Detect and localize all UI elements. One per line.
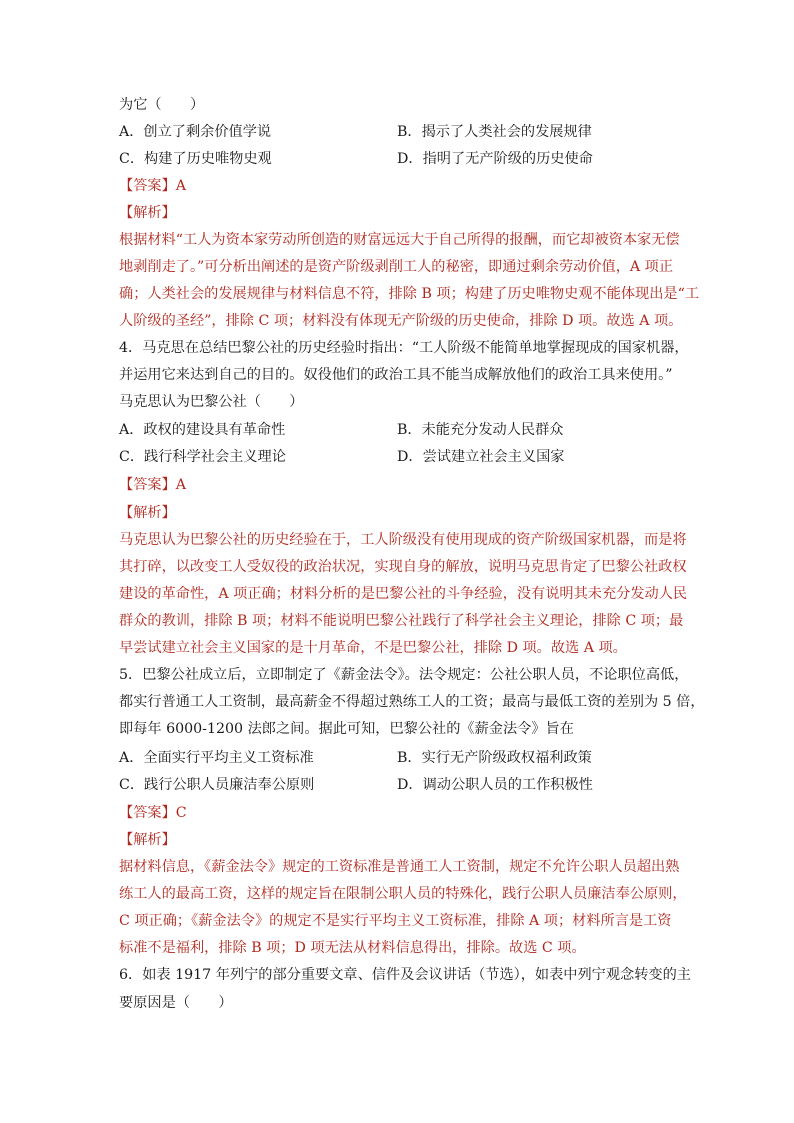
q5-option-c: C．践行公职人员廉洁奉公原则 — [119, 777, 315, 793]
q3-option-b: B．揭示了人类社会的发展规律 — [397, 124, 592, 140]
q5-stem-line: 即每年 6000-1200 法郎之间。据此可知，巴黎公社的《薪金法令》旨在 — [119, 721, 574, 737]
q4-stem-line: 马克思认为巴黎公社（ ） — [119, 394, 304, 410]
q3-option-d: D．指明了无产阶级的历史使命 — [397, 151, 593, 167]
q5-analysis-label: 【解析】 — [119, 832, 176, 848]
q3-stem-tail: 为它（ ） — [119, 97, 205, 113]
q4-option-c: C．践行科学社会主义理论 — [119, 449, 286, 465]
q5-option-a: A．全面实行平均主义工资标准 — [119, 750, 314, 766]
q6-stem-line: 6．如表 1917 年列宁的部分重要文章、信件及会议讲话（节选），如表中列宁观念转变的主 — [119, 967, 691, 983]
q4-analysis-line: 群众的教训，排除 B 项；材料不能说明巴黎公社践行了科学社会主义理论，排除 C 项；最 — [119, 613, 684, 629]
q3-answer: 【答案】A — [119, 178, 186, 194]
q3-analysis-line: 确；人类社会的发展规律与材料信息不符，排除 B 项；构建了历史唯物史观不能体现出是“工 — [119, 286, 700, 302]
q5-answer: 【答案】C — [119, 805, 187, 821]
q4-stem-line: 4．马克思在总结巴黎公社的历史经验时指出：“工人阶级不能简单地掌握现成的国家机器， — [119, 340, 689, 356]
q4-analysis-label: 【解析】 — [119, 505, 176, 521]
q5-option-d: D．调动公职人员的工作积极性 — [397, 777, 593, 793]
q3-option-a: A．创立了剩余价值学说 — [119, 124, 272, 140]
q3-option-c: C．构建了历史唯物史观 — [119, 151, 272, 167]
q5-stem-line: 都实行普通工人工资制，最高薪金不得超过熟练工人的工资；最高与最低工资的差别为 5 倍， — [119, 694, 705, 710]
q5-analysis-line: C 项正确；《薪金法令》的规定不是实行平均主义工资标准，排除 A 项；材料所言是工资 — [119, 913, 672, 929]
q4-stem-line: 并运用它来达到自己的目的。奴役他们的政治工具不能当成解放他们的政治工具来使用。” — [119, 367, 673, 383]
q4-analysis-line: 其打碎，以改变工人受奴役的政治状况，实现自身的解放，说明马克思肯定了巴黎公社政权 — [119, 559, 687, 575]
q5-stem-line: 5．巴黎公社成立后，立即制定了《薪金法令》。法令规定：公社公职人员，不论职位高低， — [119, 667, 689, 683]
q5-analysis-line: 标准不是福利，排除 B 项；D 项无法从材料信息得出，排除。故选 C 项。 — [119, 940, 586, 956]
q4-analysis-line: 早尝试建立社会主义国家的是十月革命，不是巴黎公社，排除 D 项。故选 A 项。 — [119, 640, 627, 656]
q3-analysis-line: 根据材料“工人为资本家劳动所创造的财富远远大于自己所得的报酬，而它却被资本家无偿 — [119, 232, 680, 248]
q4-answer: 【答案】A — [119, 477, 186, 493]
q5-analysis-line: 据材料信息，《薪金法令》规定的工资标准是普通工人工资制，规定不允许公职人员超出熟 — [119, 859, 680, 875]
q4-analysis-line: 马克思认为巴黎公社的历史经验在于，工人阶级没有使用现成的资产阶级国家机器，而是将 — [119, 532, 687, 548]
q4-analysis-line: 建设的革命性，A 项正确；材料分析的是巴黎公社的斗争经验，没有说明其未充分发动人民 — [119, 586, 688, 602]
q4-option-a: A．政权的建设具有革命性 — [119, 422, 286, 438]
q4-option-d: D．尝试建立社会主义国家 — [397, 449, 565, 465]
q5-analysis-line: 练工人的最高工资，这样的规定旨在限制公职人员的特殊化，践行公职人员廉洁奉公原则， — [119, 886, 687, 902]
q4-option-b: B．未能充分发动人民群众 — [397, 422, 564, 438]
q3-analysis-label: 【解析】 — [119, 205, 176, 221]
q6-stem-line: 要原因是（ ） — [119, 995, 233, 1011]
q3-analysis-line: 人阶级的圣经”，排除 C 项；材料没有体现无产阶级的历史使命，排除 D 项。故选 A 项。 — [119, 313, 683, 329]
q3-analysis-line: 地剥削走了。”可分析出阐述的是资产阶级剥削工人的秘密，即通过剩余劳动价值，A 项正 — [119, 259, 674, 275]
q5-option-b: B．实行无产阶级政权福利政策 — [397, 750, 592, 766]
